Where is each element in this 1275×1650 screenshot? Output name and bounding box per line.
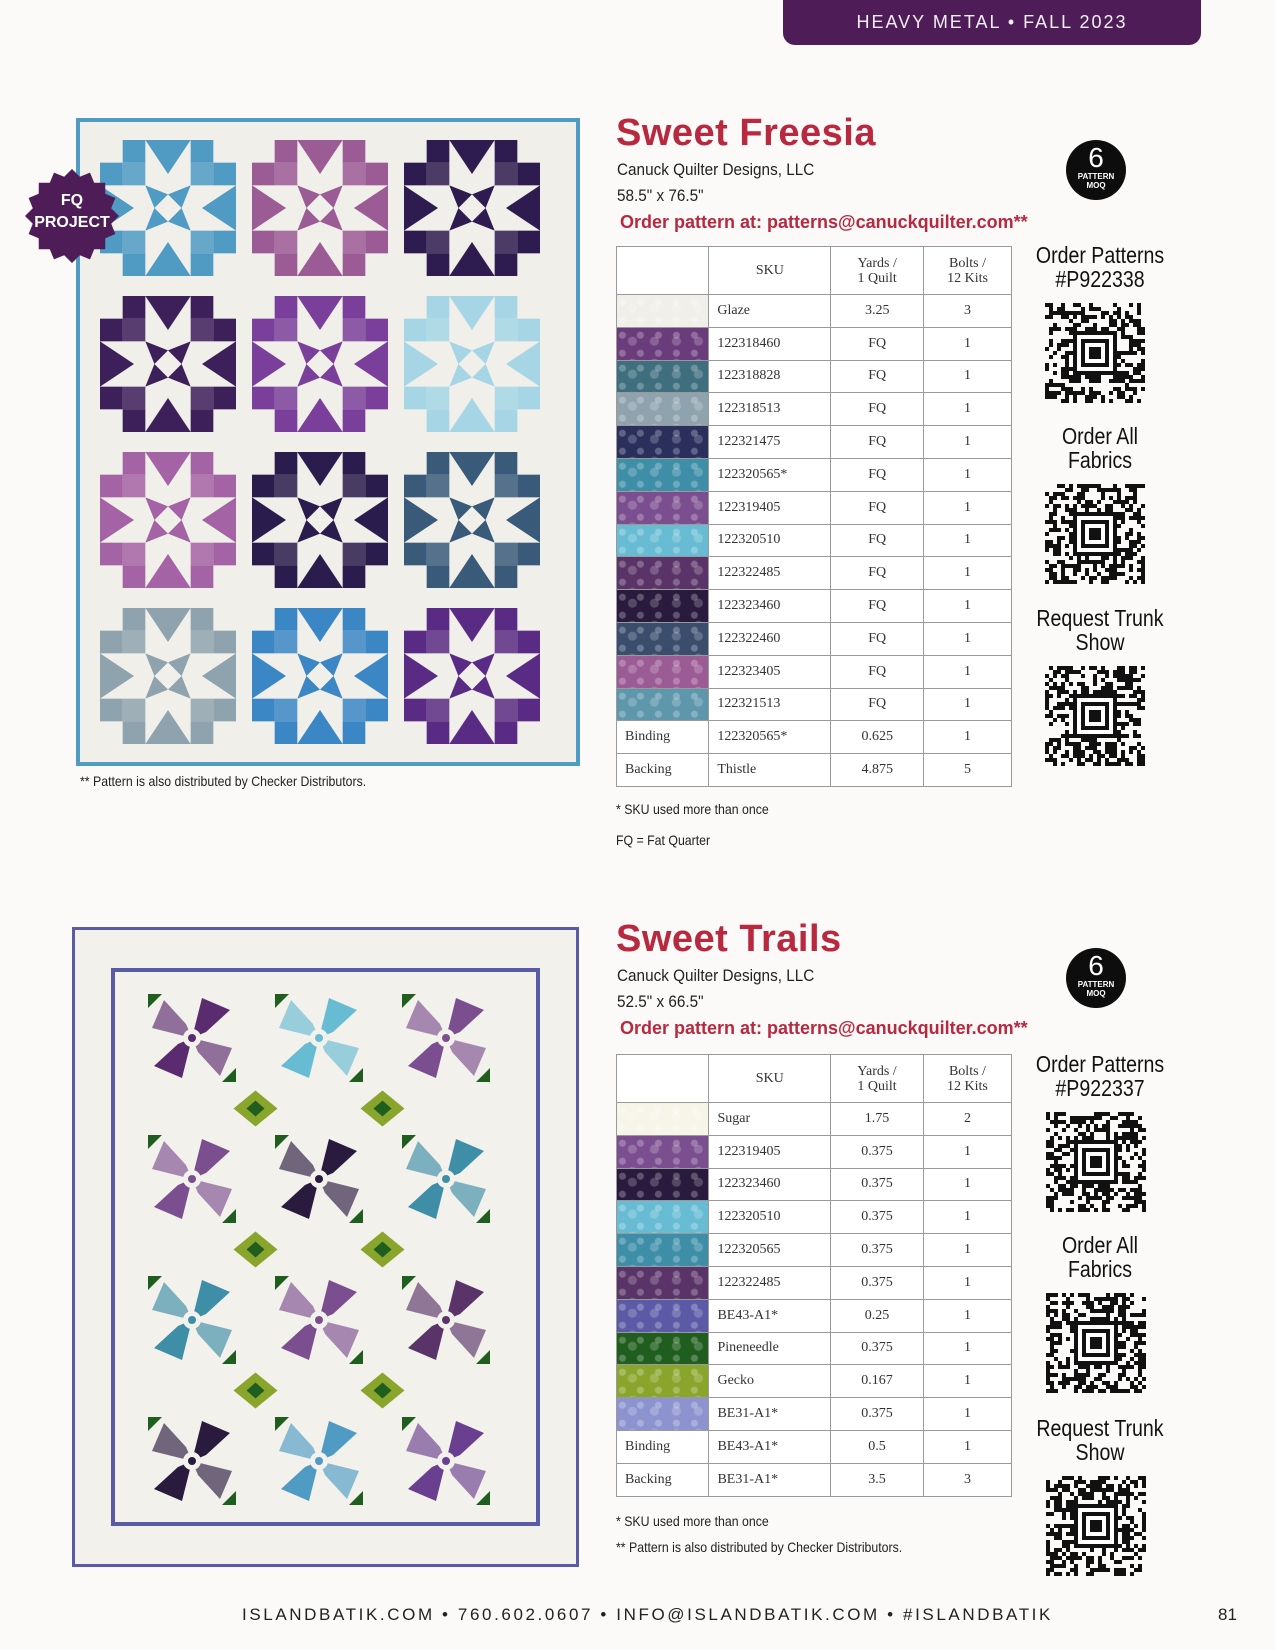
fabric-swatch — [617, 327, 709, 360]
table-row — [617, 1365, 1012, 1398]
distributor-note: ** Pattern is also distributed by Checker Distributors. — [616, 1539, 903, 1555]
sku-cell: 122321475 — [709, 426, 831, 459]
sku-cell: 122323405 — [709, 655, 831, 688]
table-row — [617, 1135, 1012, 1168]
table-header-row — [617, 1055, 1012, 1103]
bolts-cell: 1 — [924, 688, 1012, 721]
sku-cell: 122320565* — [709, 458, 831, 491]
table-row — [617, 557, 1012, 590]
sku-cell: 122323460 — [709, 1168, 831, 1201]
request-trunk-show-qr[interactable] — [1045, 666, 1145, 766]
sku-cell: 122320510 — [709, 524, 831, 557]
sku-cell: 122322460 — [709, 622, 831, 655]
table-row — [617, 754, 1012, 787]
fabric-swatch — [617, 360, 709, 393]
table-row — [617, 491, 1012, 524]
yards-cell: 0.167 — [831, 1365, 924, 1398]
yards-cell: 0.375 — [831, 1168, 924, 1201]
yards-cell: 3.25 — [831, 295, 924, 328]
table-row — [617, 360, 1012, 393]
order-patterns-label: Order Patterns #P922338 — [1035, 242, 1165, 292]
fabric-swatch — [617, 1332, 709, 1365]
order-patterns-qr[interactable] — [1045, 303, 1145, 403]
column-header: Bolts / 12 Kits — [923, 1055, 1011, 1103]
yards-cell: 0.375 — [831, 1135, 924, 1168]
table-row — [617, 393, 1012, 426]
table-row — [617, 524, 1012, 557]
bolts-cell: 1 — [923, 1398, 1011, 1431]
bolts-cell: 1 — [924, 393, 1012, 426]
sku-cell: 122318828 — [709, 360, 831, 393]
pattern-moq-badge: 6 PATTERN MOQ — [1066, 140, 1126, 200]
yards-cell: 0.375 — [831, 1266, 924, 1299]
yards-cell: FQ — [831, 360, 924, 393]
bolts-cell: 1 — [924, 458, 1012, 491]
table-row — [617, 1332, 1012, 1365]
row-label: Backing — [617, 754, 709, 787]
fabric-swatch — [617, 688, 709, 721]
order-all-fabrics-qr[interactable] — [1045, 484, 1145, 584]
table-row — [617, 458, 1012, 491]
bolts-cell: 1 — [924, 360, 1012, 393]
bolts-cell: 1 — [923, 1168, 1011, 1201]
fabric-swatch — [617, 458, 709, 491]
column-header: Bolts / 12 Kits — [924, 247, 1012, 295]
bolts-cell: 1 — [923, 1365, 1011, 1398]
sku-note: * SKU used more than once — [616, 1513, 769, 1529]
column-header: SKU — [709, 1055, 831, 1103]
fabric-swatch — [617, 1365, 709, 1398]
quilt-image-sweet-freesia — [76, 118, 580, 766]
page-number: 81 — [1218, 1605, 1237, 1624]
bolts-cell: 1 — [923, 1299, 1011, 1332]
yards-cell: FQ — [831, 688, 924, 721]
order-all-fabrics-label: Order All Fabrics — [1061, 1232, 1139, 1282]
yards-cell: FQ — [831, 557, 924, 590]
row-label: Binding — [617, 1430, 709, 1463]
yards-cell: 3.5 — [831, 1463, 924, 1496]
bolts-cell: 3 — [923, 1463, 1011, 1496]
designer-name: Canuck Quilter Designs, LLC — [617, 160, 815, 179]
table-row — [617, 1463, 1012, 1496]
quilt-size: 58.5" x 76.5" — [617, 186, 704, 205]
table-row — [617, 688, 1012, 721]
table-row — [617, 426, 1012, 459]
bolts-cell: 1 — [924, 622, 1012, 655]
table-row — [617, 1266, 1012, 1299]
fabric-swatch — [617, 491, 709, 524]
bolts-cell: 1 — [923, 1201, 1011, 1234]
yards-cell: FQ — [831, 590, 924, 623]
section-header: HEAVY METAL • FALL 2023 — [783, 0, 1201, 45]
request-trunk-show-qr[interactable] — [1046, 1476, 1146, 1576]
bolts-cell: 1 — [923, 1332, 1011, 1365]
yards-cell: FQ — [831, 622, 924, 655]
yards-cell: FQ — [831, 393, 924, 426]
column-header: Yards / 1 Quilt — [831, 1055, 924, 1103]
fabric-swatch — [617, 393, 709, 426]
table-row — [617, 1103, 1012, 1136]
yards-cell: 0.375 — [831, 1398, 924, 1431]
fabric-swatch — [617, 1135, 709, 1168]
yards-cell: FQ — [831, 426, 924, 459]
bolts-cell: 1 — [923, 1430, 1011, 1463]
bolts-cell: 1 — [924, 557, 1012, 590]
pattern-moq-badge: 6 PATTERN MOQ — [1066, 948, 1126, 1008]
fq-project-badge: FQ PROJECT — [24, 168, 120, 264]
sku-cell: 122319405 — [709, 1135, 831, 1168]
quilt-size: 52.5" x 66.5" — [617, 992, 704, 1011]
order-patterns-qr[interactable] — [1046, 1112, 1146, 1212]
bolts-cell: 1 — [923, 1234, 1011, 1267]
sku-cell: Gecko — [709, 1365, 831, 1398]
table-row — [617, 1398, 1012, 1431]
yards-cell: 0.375 — [831, 1234, 924, 1267]
request-trunk-show-label: Request Trunk Show — [1036, 605, 1164, 655]
fabric-swatch — [617, 1299, 709, 1332]
sku-cell: 122323460 — [709, 590, 831, 623]
sku-cell: BE43-A1* — [709, 1299, 831, 1332]
column-header: Yards / 1 Quilt — [831, 247, 924, 295]
order-all-fabrics-label: Order All Fabrics — [1061, 423, 1139, 473]
table-row — [617, 622, 1012, 655]
sku-cell: Sugar — [709, 1103, 831, 1136]
sku-cell: Glaze — [709, 295, 831, 328]
order-pattern-link[interactable]: Order pattern at: patterns@canuckquilter.com** — [620, 212, 1028, 232]
sku-cell: 122322485 — [709, 557, 831, 590]
bolts-cell: 1 — [923, 1266, 1011, 1299]
yards-cell: FQ — [831, 491, 924, 524]
project-title: Sweet Freesia — [616, 112, 876, 154]
yards-cell: FQ — [831, 458, 924, 491]
fabric-swatch — [617, 622, 709, 655]
sku-cell: BE31-A1* — [709, 1463, 831, 1496]
fabric-swatch — [617, 655, 709, 688]
table-row — [617, 655, 1012, 688]
sku-note: * SKU used more than once — [616, 801, 769, 817]
fabric-swatch — [617, 1266, 709, 1299]
bolts-cell: 1 — [924, 426, 1012, 459]
sku-cell: 122322485 — [709, 1266, 831, 1299]
fabric-swatch — [617, 1103, 709, 1136]
sku-cell: Thistle — [709, 754, 831, 787]
header-blank — [617, 247, 709, 295]
sku-cell: 122319405 — [709, 491, 831, 524]
sku-cell: 122318513 — [709, 393, 831, 426]
table-row — [617, 1299, 1012, 1332]
bolts-cell: 5 — [924, 754, 1012, 787]
bolts-cell: 1 — [924, 590, 1012, 623]
column-header: SKU — [709, 247, 831, 295]
row-label: Backing — [617, 1463, 709, 1496]
project-title: Sweet Trails — [616, 918, 842, 960]
sku-cell: 122320565 — [709, 1234, 831, 1267]
bolts-cell: 1 — [924, 721, 1012, 754]
request-trunk-show-label: Request Trunk Show — [1036, 1415, 1164, 1465]
fabric-table — [616, 1054, 1012, 1497]
table-row — [617, 1201, 1012, 1234]
distributor-note: ** Pattern is also distributed by Checker Distributors. — [80, 773, 367, 789]
yards-cell: 1.75 — [831, 1103, 924, 1136]
table-row — [617, 721, 1012, 754]
fabric-swatch — [617, 1168, 709, 1201]
table-row — [617, 327, 1012, 360]
yards-cell: 0.625 — [831, 721, 924, 754]
yards-cell: 0.375 — [831, 1332, 924, 1365]
sku-cell: 122320565* — [709, 721, 831, 754]
sku-cell: 122321513 — [709, 688, 831, 721]
fabric-swatch — [617, 1201, 709, 1234]
fq-note: FQ = Fat Quarter — [616, 832, 711, 848]
fabric-swatch — [617, 1398, 709, 1431]
sku-cell: 122320510 — [709, 1201, 831, 1234]
table-row — [617, 1234, 1012, 1267]
sku-cell: BE31-A1* — [709, 1398, 831, 1431]
fabric-table — [616, 246, 1012, 787]
yards-cell: FQ — [831, 327, 924, 360]
order-patterns-label: Order Patterns #P922337 — [1035, 1051, 1165, 1101]
table-row — [617, 590, 1012, 623]
table-row — [617, 295, 1012, 328]
bolts-cell: 1 — [924, 327, 1012, 360]
bolts-cell: 1 — [924, 524, 1012, 557]
quilt-image-sweet-trails — [72, 927, 579, 1567]
sku-cell: 122318460 — [709, 327, 831, 360]
table-row — [617, 1430, 1012, 1463]
bolts-cell: 1 — [924, 655, 1012, 688]
yards-cell: 4.875 — [831, 754, 924, 787]
header-blank — [617, 1055, 709, 1103]
sku-cell: BE43-A1* — [709, 1430, 831, 1463]
bolts-cell: 3 — [924, 295, 1012, 328]
fabric-swatch — [617, 557, 709, 590]
yards-cell: FQ — [831, 655, 924, 688]
table-row — [617, 1168, 1012, 1201]
order-pattern-link[interactable]: Order pattern at: patterns@canuckquilter.com** — [620, 1018, 1028, 1038]
fabric-swatch — [617, 295, 709, 328]
fabric-swatch — [617, 426, 709, 459]
yards-cell: FQ — [831, 524, 924, 557]
bolts-cell: 1 — [924, 491, 1012, 524]
fabric-swatch — [617, 1234, 709, 1267]
bolts-cell: 2 — [923, 1103, 1011, 1136]
footer-contact: ISLANDBATIK.COM • 760.602.0607 • INFO@ISLANDBATIK.COM • #ISLANDBATIK — [242, 1605, 1053, 1624]
sku-cell: Pineneedle — [709, 1332, 831, 1365]
row-label: Binding — [617, 721, 709, 754]
fabric-swatch — [617, 524, 709, 557]
yards-cell: 0.375 — [831, 1201, 924, 1234]
fabric-swatch — [617, 590, 709, 623]
yards-cell: 0.5 — [831, 1430, 924, 1463]
order-all-fabrics-qr[interactable] — [1046, 1293, 1146, 1393]
yards-cell: 0.25 — [831, 1299, 924, 1332]
designer-name: Canuck Quilter Designs, LLC — [617, 966, 815, 985]
bolts-cell: 1 — [923, 1135, 1011, 1168]
table-header-row — [617, 247, 1012, 295]
